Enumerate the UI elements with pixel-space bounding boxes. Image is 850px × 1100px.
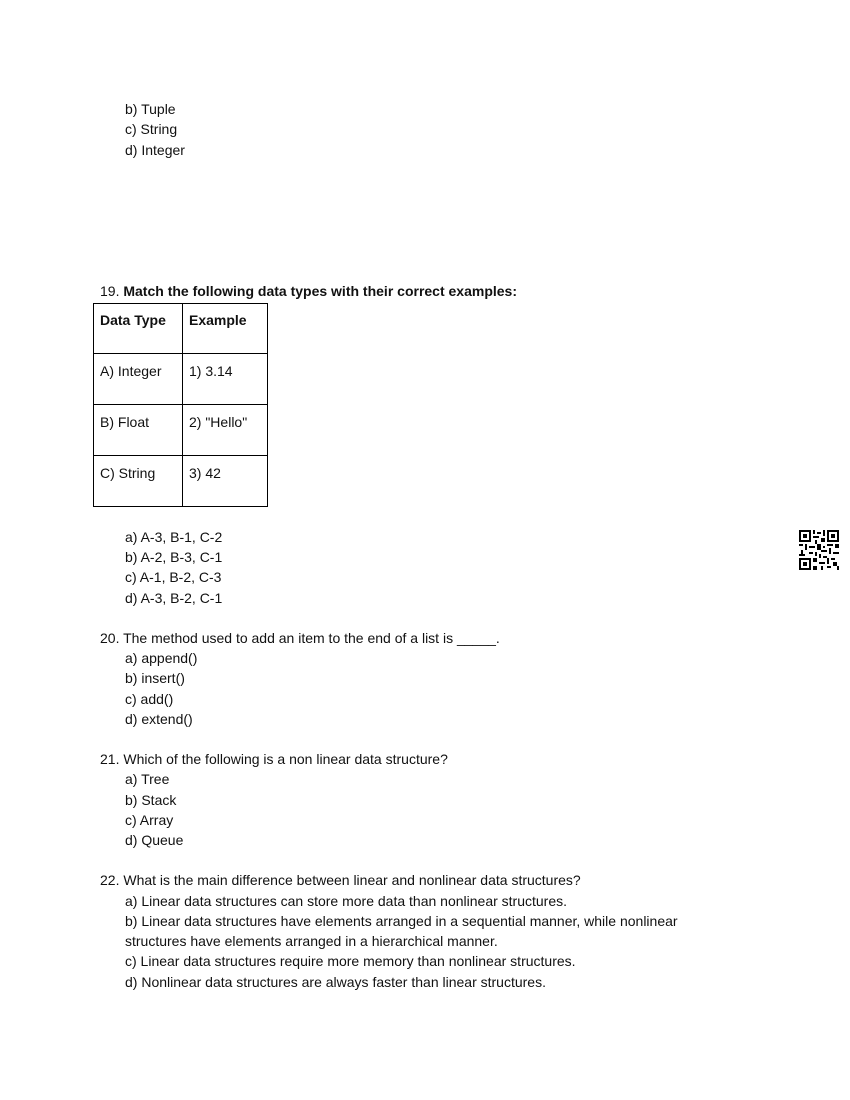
q19-option-d: d) A-3, B-2, C-1 <box>125 590 223 606</box>
q21-option-a: a) Tree <box>125 771 170 787</box>
table-row <box>94 405 268 456</box>
q19-option-c: c) A-1, B-2, C-3 <box>125 569 222 585</box>
q21-option-b: b) Stack <box>125 792 177 808</box>
q20-option-b: b) insert() <box>125 670 185 686</box>
q19-question: Match the following data types with their correct examples: <box>123 283 517 299</box>
table-cell: 2) "Hello" <box>183 405 268 456</box>
table-cell: B) Float <box>94 405 183 456</box>
table-cell: A) Integer <box>94 354 183 405</box>
q20-question: 20. The method used to add an item to the end of a list is _____. <box>100 630 500 646</box>
table-cell: 3) 42 <box>183 456 268 507</box>
table-cell: C) String <box>94 456 183 507</box>
q21-question: 21. Which of the following is a non linear data structure? <box>100 751 448 767</box>
q19-match-table <box>93 303 268 507</box>
qr-code-icon <box>799 530 839 570</box>
table-header-example: Example <box>183 304 268 354</box>
q19-option-a: a) A-3, B-1, C-2 <box>125 529 223 545</box>
q21-option-d: d) Queue <box>125 832 184 848</box>
q20-option-c: c) add() <box>125 691 174 707</box>
q21-option-c: c) Array <box>125 812 174 828</box>
q20-option-a: a) append() <box>125 650 198 666</box>
q22-option-d: d) Nonlinear data structures are always faster than linear structures. <box>125 974 546 990</box>
q20-option-d: d) extend() <box>125 711 193 727</box>
q22-option-b-continued: structures have elements arranged in a hierarchical manner. <box>125 933 498 949</box>
q18-option-d: d) Integer <box>125 142 185 158</box>
q22-question: 22. What is the main difference between linear and nonlinear data structures? <box>100 872 581 888</box>
q22-option-c: c) Linear data structures require more memory than nonlinear structures. <box>125 953 576 969</box>
table-header-data-type: Data Type <box>94 304 183 354</box>
q18-option-b: b) Tuple <box>125 101 176 117</box>
table-row <box>94 456 268 507</box>
q19-heading <box>100 283 517 299</box>
table-cell: 1) 3.14 <box>183 354 268 405</box>
q22-option-b: b) Linear data structures have elements arranged in a sequential manner, while nonlinear <box>125 913 678 929</box>
q19-option-b: b) A-2, B-3, C-1 <box>125 549 223 565</box>
q19-number: 19. <box>100 283 120 299</box>
table-row <box>94 354 268 405</box>
table-header-row <box>94 304 268 354</box>
q22-option-a: a) Linear data structures can store more data than nonlinear structures. <box>125 893 568 909</box>
q18-option-c: c) String <box>125 121 178 137</box>
